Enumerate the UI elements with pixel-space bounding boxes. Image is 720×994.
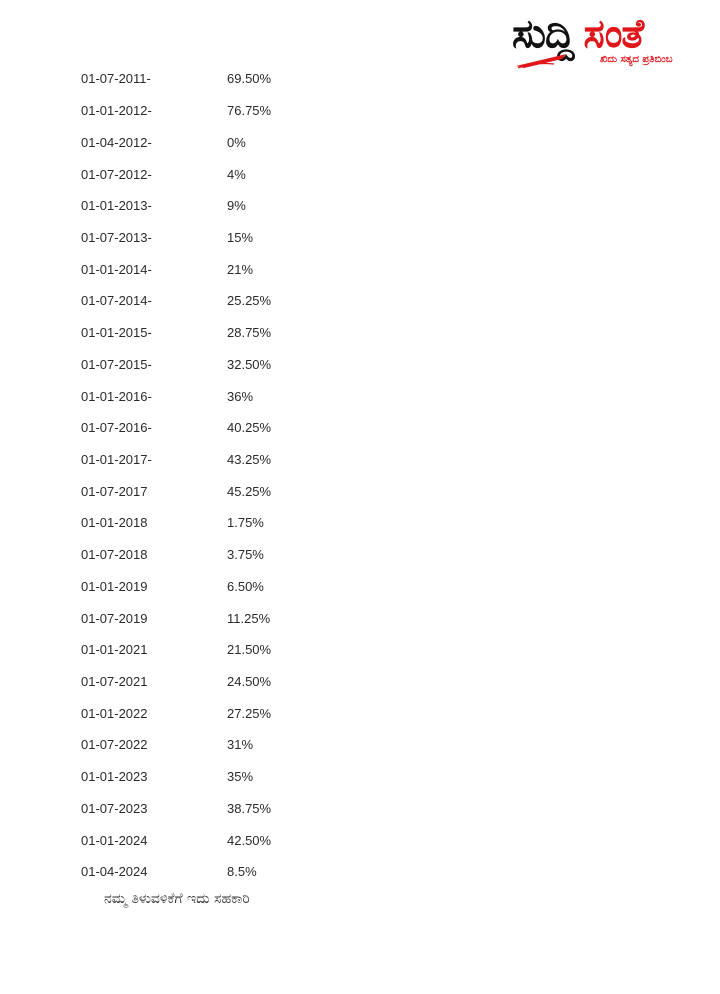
rate-date: 01-07-2012- [81, 166, 152, 182]
rate-row [81, 729, 341, 761]
logo-wordmark [512, 10, 643, 58]
rate-date: 01-07-2019 [81, 610, 148, 626]
rate-row [81, 539, 341, 571]
rate-date: 01-01-2022 [81, 705, 148, 721]
rate-date: 01-01-2019 [81, 578, 148, 594]
rate-row [81, 444, 341, 476]
rate-value: 11.25% [227, 610, 271, 626]
rate-date: 01-01-2012- [81, 103, 152, 119]
rate-value: 35% [227, 769, 254, 785]
rate-date: 01-01-2023 [81, 769, 148, 785]
rate-row [81, 412, 341, 444]
footer-note: ನಮ್ಮ ತಿಳುವಳಿಕೆಗೆ ಇದು ಸಹಕಾರಿ [104, 891, 250, 907]
rate-row [81, 380, 341, 412]
logo-word-sante: ಸಂತೆ [583, 11, 644, 57]
rate-date: 01-07-2013- [81, 229, 152, 245]
rate-value: 24.50% [227, 674, 272, 690]
rate-value: 32.50% [227, 356, 272, 372]
rate-value: 0% [227, 134, 246, 150]
rate-value: 1.75% [227, 515, 264, 531]
rate-row [81, 475, 341, 507]
rate-value: 4% [227, 166, 246, 182]
rate-row [81, 697, 341, 729]
rate-row [81, 63, 341, 95]
pen-icon [514, 52, 574, 70]
rate-value: 25.25% [227, 293, 272, 309]
brand-logo [512, 10, 712, 70]
rate-row [81, 507, 341, 539]
rate-row [81, 95, 341, 127]
rate-value: 76.75% [227, 103, 272, 119]
rate-value: 6.50% [227, 578, 264, 594]
rate-list [81, 63, 341, 888]
rate-date: 01-01-2021 [81, 642, 148, 658]
rate-row [81, 602, 341, 634]
rate-value: 42.50% [227, 832, 272, 848]
rate-value: 3.75% [227, 547, 264, 563]
rate-value: 27.25% [227, 705, 272, 721]
rate-row [81, 158, 341, 190]
rate-row [81, 571, 341, 603]
rate-row [81, 793, 341, 825]
rate-date: 01-07-2022 [81, 737, 148, 753]
rate-value: 21.50% [227, 642, 272, 658]
rate-value: 43.25% [227, 451, 272, 467]
logo-word-suddi: ಸುದ್ದಿ [512, 11, 574, 57]
rate-date: 01-01-2017- [81, 451, 152, 467]
rate-date: 01-01-2014- [81, 261, 152, 277]
rate-value: 38.75% [227, 800, 272, 816]
rate-date: 01-07-2011- [81, 71, 151, 87]
rate-row [81, 253, 341, 285]
rate-value: 31% [227, 737, 254, 753]
rate-value: 21% [227, 261, 254, 277]
rate-date: 01-07-2014- [81, 293, 152, 309]
logo-tagline: ಖಿದು ಸತ್ಯದ ಪ್ರತಿಬಿಂಬ [600, 54, 673, 65]
rate-date: 01-07-2021 [81, 674, 148, 690]
rate-date: 01-07-2023 [81, 800, 148, 816]
rate-date: 01-07-2015- [81, 356, 152, 372]
rate-row [81, 634, 341, 666]
rate-value: 69.50% [227, 71, 272, 87]
rate-date: 01-01-2024 [81, 832, 148, 848]
rate-value: 40.25% [227, 420, 272, 436]
rate-row [81, 348, 341, 380]
rate-date: 01-07-2017 [81, 483, 148, 499]
rate-value: 9% [227, 198, 246, 214]
rate-date: 01-01-2016- [81, 388, 152, 404]
rate-row [81, 126, 341, 158]
rate-row [81, 761, 341, 793]
rate-date: 01-07-2016- [81, 420, 152, 436]
rate-value: 28.75% [227, 325, 272, 341]
rate-row [81, 285, 341, 317]
rate-date: 01-01-2018 [81, 515, 148, 531]
rate-row [81, 824, 341, 856]
rate-row [81, 856, 341, 888]
rate-date: 01-01-2013- [81, 198, 152, 214]
rate-row [81, 190, 341, 222]
rate-row [81, 666, 341, 698]
rate-row [81, 317, 341, 349]
rate-date: 01-04-2024 [81, 864, 148, 880]
rate-value: 36% [227, 388, 254, 404]
rate-date: 01-01-2015- [81, 325, 152, 341]
rate-value: 15% [227, 229, 254, 245]
rate-date: 01-07-2018 [81, 547, 148, 563]
rate-value: 8.5% [227, 864, 257, 880]
rate-value: 45.25% [227, 483, 272, 499]
rate-date: 01-04-2012- [81, 134, 152, 150]
rate-row [81, 222, 341, 254]
